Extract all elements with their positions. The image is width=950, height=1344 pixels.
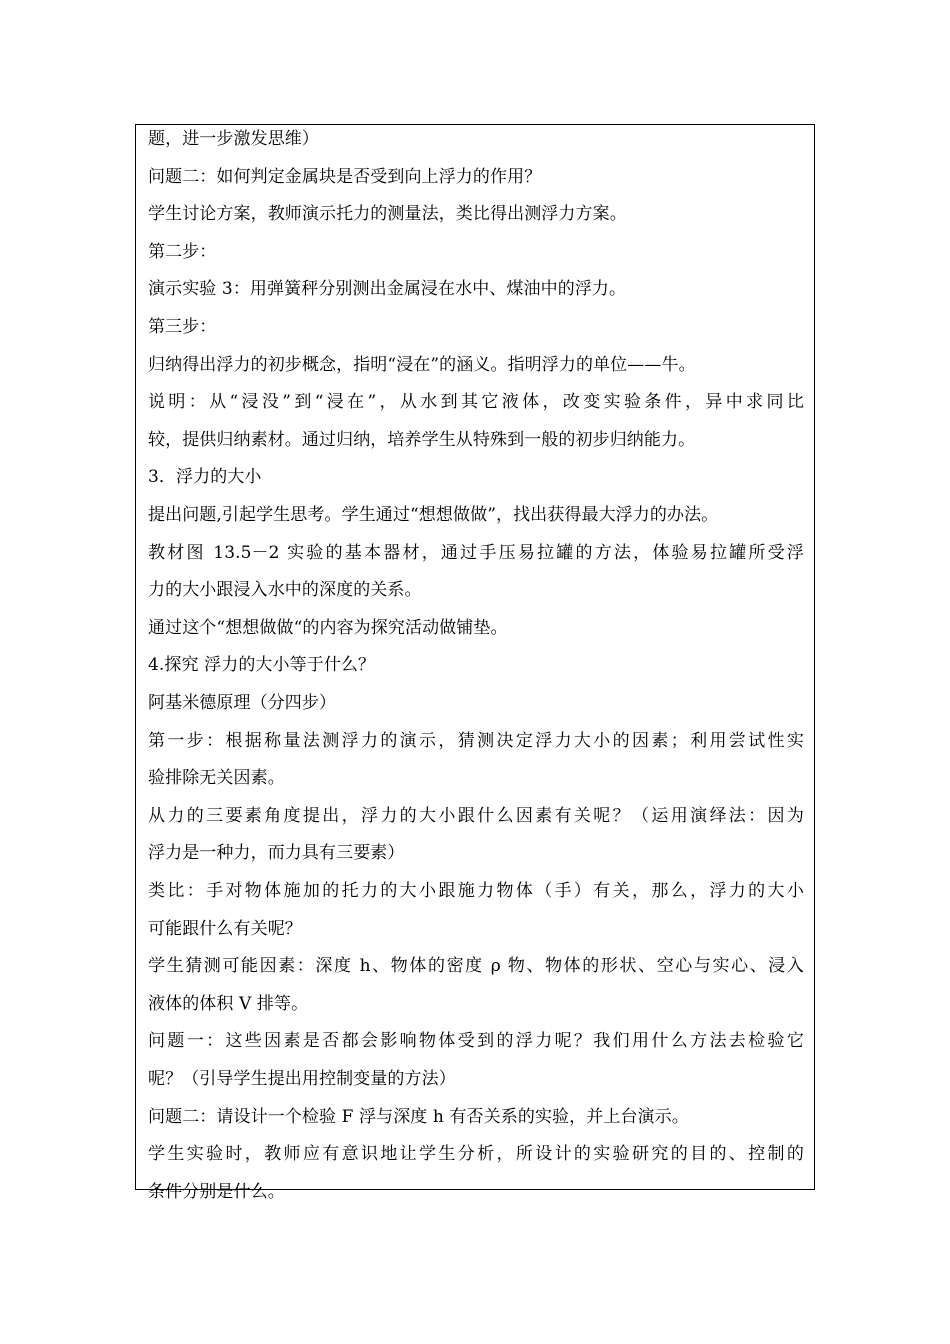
text-line: 归纳得出浮力的初步概念，指明“浸在”的涵义。指明浮力的单位——牛。 bbox=[148, 354, 696, 375]
text-line: 学生讨论方案，教师演示托力的测量法，类比得出测浮力方案。 bbox=[148, 204, 627, 225]
text-line: 问题二：如何判定金属块是否受到向上浮力的作用？ bbox=[148, 166, 542, 187]
text-line: 呢？（引导学生提出用控制变量的方法） bbox=[148, 1069, 456, 1089]
text-line: 说明：从“浸没”到“浸在”，从水到其它液体，改变实验条件，异中求同比 bbox=[148, 392, 804, 413]
text-line: 从力的三要素角度提出，浮力的大小跟什么因素有关呢？（运用演绎法：因为 bbox=[148, 805, 804, 826]
text-line: 4.探究 浮力的大小等于什么？ bbox=[148, 655, 376, 676]
text-line: 第三步： bbox=[148, 317, 217, 337]
text-line: 问题二：请设计一个检验 F 浮与深度 h 有否关系的实验，并上台演示。 bbox=[148, 1106, 689, 1127]
text-line: 学生猜测可能因素：深度 h、物体的密度 ρ 物、物体的形状、空心与实心、浸入 bbox=[148, 956, 804, 977]
text-line: 条件分别是什么。 bbox=[148, 1181, 285, 1202]
text-line: 题，进一步激发思维） bbox=[148, 129, 319, 149]
lesson-plan-table-cell bbox=[135, 124, 815, 1202]
text-line: 可能跟什么有关呢？ bbox=[148, 918, 302, 939]
text-line: 力的大小跟浸入水中的深度的关系。 bbox=[148, 580, 422, 601]
text-line: 浮力是一种力，而力具有三要素） bbox=[148, 843, 405, 864]
text-line: 较，提供归纳素材。通过归纳，培养学生从特殊到一般的初步归纳能力。 bbox=[148, 429, 696, 450]
text-line: 通过这个“想想做做“的内容为探究活动做铺垫。 bbox=[148, 617, 508, 638]
text-line: 演示实验 3：用弹簧秤分别测出金属浸在水中、煤油中的浮力。 bbox=[148, 279, 627, 300]
text-line: 验排除无关因素。 bbox=[148, 768, 285, 789]
text-line: 类比：手对物体施加的托力的大小跟施力物体（手）有关，那么，浮力的大小 bbox=[148, 881, 804, 901]
text-line: 液体的体积 V 排等。 bbox=[148, 993, 309, 1014]
text-line: 第一步：根据称量法测浮力的演示，猜测决定浮力大小的因素；利用尝试性实 bbox=[148, 730, 804, 751]
text-line: 学生实验时，教师应有意识地让学生分析，所设计的实验研究的目的、控制的 bbox=[148, 1144, 804, 1165]
text-line: 教材图 13.5－2 实验的基本器材，通过手压易拉罐的方法，体验易拉罐所受浮 bbox=[148, 542, 804, 563]
text-line: 问题一：这些因素是否都会影响物体受到的浮力呢？我们用什么方法去检验它 bbox=[148, 1031, 804, 1052]
text-line: 提出问题,引起学生思考。学生通过“想想做做”，找出获得最大浮力的办法。 bbox=[148, 505, 719, 525]
text-line: 阿基米德原理（分四步） bbox=[148, 693, 337, 713]
text-line: 3．浮力的大小 bbox=[148, 467, 262, 488]
text-line: 第二步： bbox=[148, 241, 217, 262]
